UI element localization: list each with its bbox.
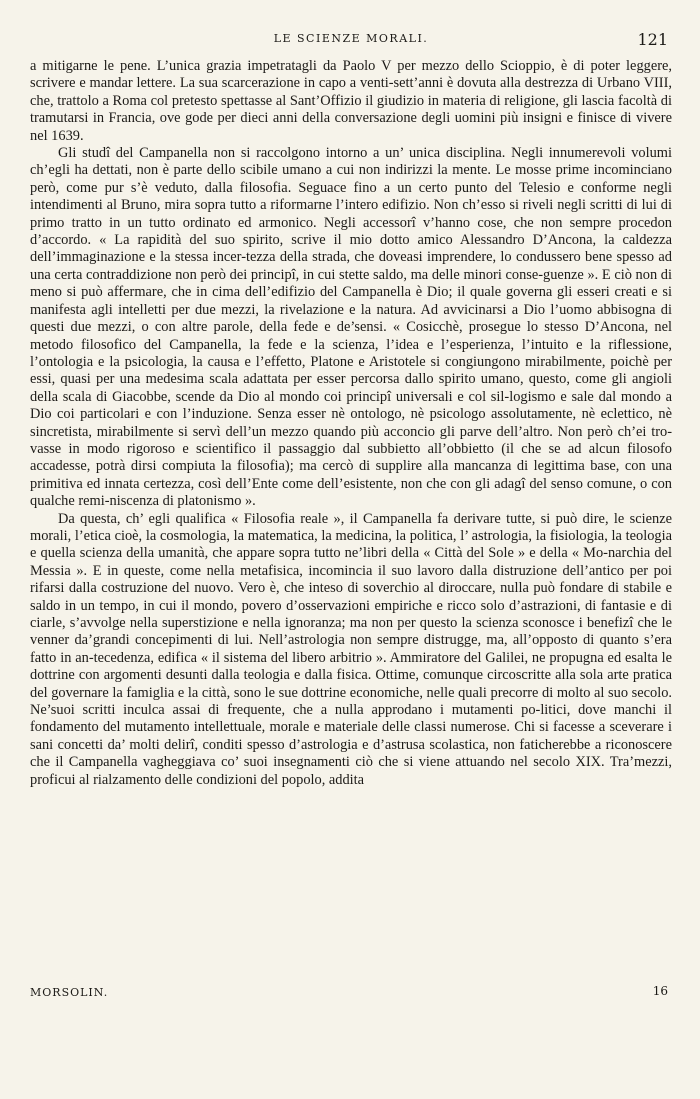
page-number: 121 — [637, 30, 668, 49]
page-footer — [30, 984, 668, 1002]
paragraph-continued: a mitigarne le pene. L’unica grazia impetratagli da Paolo V per mezzo dello Scioppio, è di poter leggere, scrivere e mandar lettere. La sua scarcerazione in capo a venti-sett’anni è dovuta alla destrezza di Urbano VIII, che, trattolo a Roma col pretesto spettasse al Sant’Offizio il giudizio in materia di religione, gli lascia facoltà di tramutarsi in Francia, ove gode per dieci anni della conversazione degli uomini più insigni e finisce di vivere nel 1639. — [30, 58, 672, 144]
body-text — [30, 58, 672, 789]
printer-signature: MORSOLIN. — [30, 986, 109, 999]
paragraph: Da questa, ch’ egli qualifica « Filosofia reale », il Campanella fa derivare tutte, si può dire, le scienze morali, l’etica cioè, la cosmologia, la matematica, la medicina, la politica, l’ astrologia, la fisiologia, la teologia e quella scienza della umanità, che appare sopra tutto ne’libri della « Città del Sole » e della « Mo-narchia del Messia ». E in queste, come nella metafisica, incomincia il suo lavoro dalla distruzione dell’antico per poi rifarsi dalla costruzione del nuovo. Vero è, che inteso di soverchio al diroccare, nulla può fondare di stabile e saldo in un tempo, in cui il mondo, povero d’osservazioni empiriche e ricco solo d’astrazioni, di fantasie e di ciarle, s’avvolge nella superstizione e nella ignoranza; ma non per questo la scienza sconosce i benefizî che le venner da’grandi concepimenti di lui. Nell’astrologia non sempre distrugge, ma, all’opposto di quanto s’era fatto in an-tecedenza, edifica « il sistema del libero arbitrio ». Ammiratore del Galilei, ne propugna ed esalta le dottrine con argomenti desunti dalla teologia e dalla fisica. Ottime, comunque circoscritte alla sola arte pratica del governare la famiglia e la città, sono le sue dottrine economiche, nelle quali precorre di molto al suo secolo. Ne’suoi scritti inculca assai di frequente, che a nulla approdano i mutamenti po-litici, dove manchi il fondamento del mutamento intellettuale, morale e materiale delle classi numerose. Chi si facesse a sceverare i sani concetti da’ molti delirî, conditi spesso d’astrologia e d’astrusa scolastica, non faticherebbe a riconoscere che il Campanella vagheggiava co’ suoi insegnamenti ciò che si viene attuando nel secolo XIX. Tra’mezzi, proficui al rialzamento delle condizioni del popolo, addita — [30, 510, 672, 788]
paragraph: Gli studî del Campanella non si raccolgono intorno a un’ unica disciplina. Negli innumerevoli volumi ch’egli ha dettati, non è parte dello scibile umano a cui non indirizzi la mente. Le mosse prime incominciano però, come pur s’è veduto, dalla filosofia. Seguace fino a un certo punto del Telesio e conforme negli intendimenti al Bruno, mira sopra tutto a riformarne l’intero edifizio. Non ch’esso si riveli negli scritti di lui di primo tratto in un tutto ordinato ed armonico. Negli accessorî v’hanno cose, che non sempre procedon d’accordo. « La rapidità del suo spirito, scrive il mio dotto amico Alessandro D’Ancona, la caldezza dell’immaginazione e la stessa incer-tezza della strada, che doveasi imprendere, lo condussero bene spesso ad una certa contraddizione non però dei principî, in cui stette saldo, ma delle minori conse-guenze ». E ciò non di meno si può affermare, che in cima dell’edifizio del Campanella è Dio; il quale governa gli esseri creati e si manifesta agli intelletti per due mezzi, la rivelazione e la natura. Ad avvicinarsi a Dio l’uomo abbisogna di questi due mezzi, o con altre parole, della fede e de’sensi. « Cosicchè, prosegue lo stesso D’Ancona, nel metodo filosofico del Campanella, la fede e la scienza, l’idea e l’esperienza, l’intuito e la riflessione, l’ontologia e la psicologia, la causa e l’effetto, Platone e Aristotele si congiungono mirabilmente, poichè per essi, quasi per una medesima scala adattata per esser percorsa dallo spirito umano, questo, come gli angioli della scala di Giacobbe, scende da Dio al mondo coi principî universali e col sil-logismo e sale dal mondo a Dio coi particolari e con l’induzione. Senza esser nè ontologo, nè psicologo assolutamente, nè eclettico, nè sincretista, mirabilmente si servì dell’un mezzo quando più acconcio gli parve dell’altro. Non però ch’ei tro-vasse in modo rigoroso e scientifico il passaggio dal subbietto all’obbietto (il che se ad alcun filosofo accadesse, potrà dirsi compiuta la filosofia); ma cercò di supplire alla mancanza di legittima base, con una primitiva ed innata certezza, così dell’Ente come dell’esistente, non che con gli adagî del senso comune, o con qualche remi-niscenza di platonismo ». — [30, 145, 672, 510]
running-title: LE SCIENZE MORALI. — [273, 32, 429, 45]
sheet-number: 16 — [652, 984, 668, 998]
page-header — [30, 30, 672, 52]
